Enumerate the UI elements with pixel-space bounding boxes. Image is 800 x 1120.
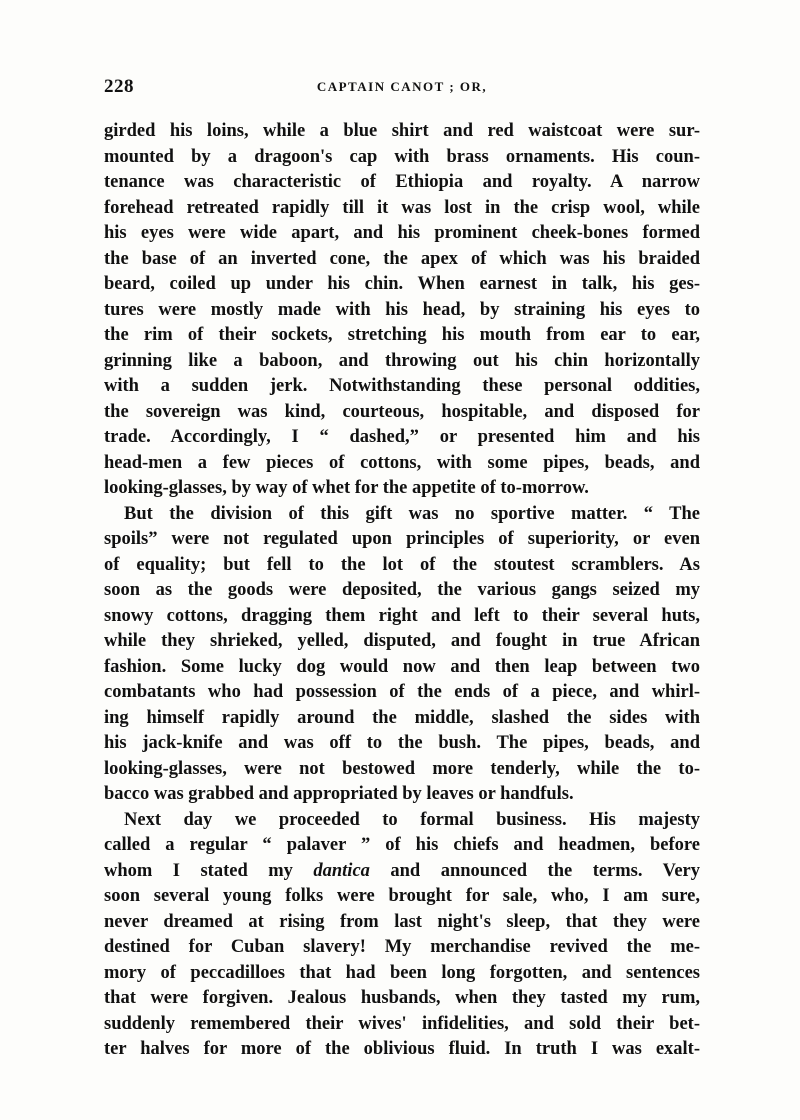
text-segment: whom I stated my xyxy=(104,860,293,881)
text-line: the base of an inverted cone, the apex of which was his braided xyxy=(104,248,700,269)
text-line: soon several young folks were brought for sale, who, I am sure, xyxy=(104,886,700,906)
text-line: of equality; but fell to the lot of the stoutest scramblers. As xyxy=(104,554,700,575)
text-line: mory of peccadilloes that had been long forgotten, and sentences xyxy=(104,962,700,983)
text-line: girded his loins, while a blue shirt and red waistcoat were sur- xyxy=(104,121,700,141)
text-line: tures were mostly made with his head, by straining his eyes to xyxy=(104,299,700,320)
text-line: looking-glasses, by way of whet for the appetite of to-morrow. xyxy=(104,478,589,498)
text-line: the sovereign was kind, courteous, hospitable, and disposed for xyxy=(104,401,700,422)
text-line: while they shrieked, yelled, disputed, and fought in true African xyxy=(104,631,700,651)
text-line: forehead retreated rapidly till it was lost in the crisp wool, while xyxy=(104,197,700,218)
text-line: bacco was grabbed and appropriated by leaves or handfuls. xyxy=(104,784,574,804)
running-title: CAPTAIN CANOT ; OR, xyxy=(316,79,488,94)
text-line: mounted by a dragoon's cap with brass ornaments. His coun- xyxy=(104,146,700,167)
text-line: with a sudden jerk. Notwithstanding these personal oddities, xyxy=(104,376,700,396)
text-line: never dreamed at rising from last night's sleep, that they were xyxy=(104,911,700,932)
text-line: looking-glasses, were not bestowed more tenderly, while the to- xyxy=(104,758,700,779)
text-line: the rim of their sockets, stretching his mouth from ear to ear, xyxy=(104,325,700,345)
text-line: snowy cottons, dragging them right and left to their several huts, xyxy=(104,605,700,626)
text-line: Next day we proceeded to formal business. His majesty xyxy=(124,809,700,830)
text-line: his jack-knife and was off to the bush. The pipes, beads, and xyxy=(104,733,700,753)
text-line: his eyes were wide apart, and his prominent cheek-bones formed xyxy=(104,223,700,243)
running-head xyxy=(104,76,700,100)
page-number: 228 xyxy=(104,76,134,97)
text-line: tenance was characteristic of Ethiopia and royalty. A narrow xyxy=(104,172,700,192)
text-line: that were forgiven. Jealous husbands, when they tasted my rum, xyxy=(104,988,700,1008)
text-segment: and announced the terms. Very xyxy=(390,860,700,881)
text-line: trade. Accordingly, I “ dashed,” or presented him and his xyxy=(104,427,700,447)
text-line: fashion. Some lucky dog would now and then leap between two xyxy=(104,656,700,677)
text-line: head-men a few pieces of cottons, with some pipes, beads, and xyxy=(104,452,700,473)
text-line: beard, coiled up under his chin. When earnest in talk, his ges- xyxy=(104,274,700,294)
italic-word: dantica xyxy=(313,860,370,881)
text-line: soon as the goods were deposited, the various gangs seized my xyxy=(104,580,700,600)
text-line: combatants who had possession of the ends of a piece, and whirl- xyxy=(104,682,700,702)
text-line: suddenly remembered their wives' infidelities, and sold their bet- xyxy=(104,1013,700,1034)
text-line: But the division of this gift was no sportive matter. “ The xyxy=(124,503,700,524)
text-line: ing himself rapidly around the middle, slashed the sides with xyxy=(104,707,700,728)
text-line: grinning like a baboon, and throwing out his chin horizontally xyxy=(104,350,700,371)
body-text xyxy=(104,119,700,1063)
text-line: called a regular “ palaver ” of his chiefs and headmen, before xyxy=(104,835,700,855)
text-line: destined for Cuban slavery! My merchandise revived the me- xyxy=(104,937,700,957)
text-line: ter halves for more of the oblivious fluid. In truth I was exalt- xyxy=(104,1039,700,1059)
text-line: spoils” were not regulated upon principles of superiority, or even xyxy=(104,529,700,549)
text-line-with-italic xyxy=(104,859,700,885)
